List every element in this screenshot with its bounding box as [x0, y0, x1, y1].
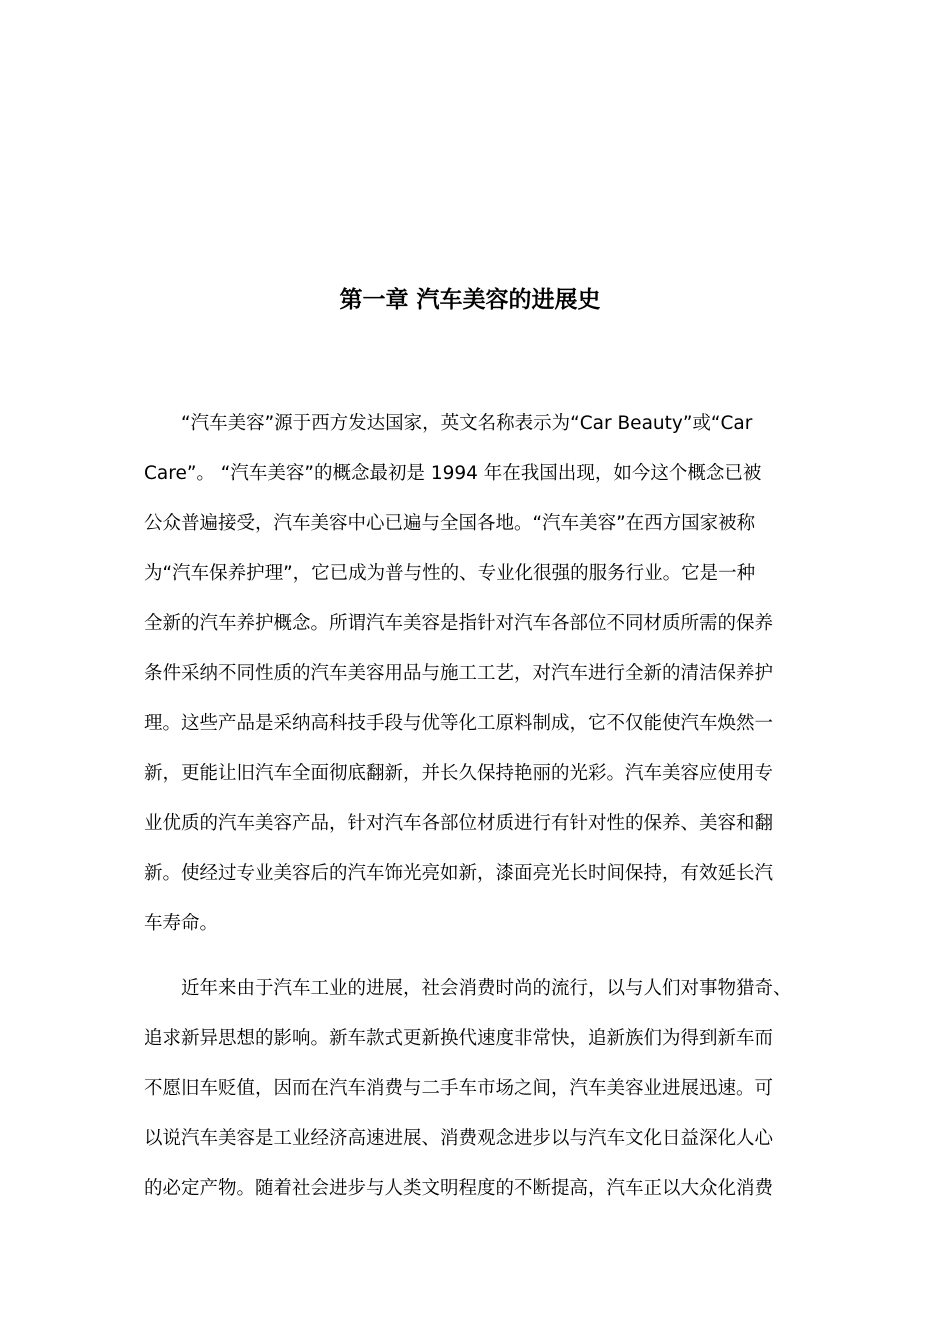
text-line: 新，更能让旧汽车全面彻底翻新，并长久保持艳丽的光彩。汽车美容应使用专 [144, 763, 774, 784]
text-line: 为“汽车保养护理”，它已成为普与性的、专业化很强的服务行业。它是一种 [144, 563, 756, 584]
text-line: “汽车美容”源于西方发达国家，英文名称表示为“Car Beauty”或“Car [181, 413, 753, 434]
body-text [144, 399, 809, 1214]
text-line: 以说汽车美容是工业经济高速进展、消费观念进步以与汽车文化日益深化人心 [144, 1128, 774, 1149]
text-line: 的必定产物。随着社会进步与人类文明程度的不断提高，汽车正以大众化消费 [144, 1178, 774, 1199]
text-line: 新。使经过专业美容后的汽车饰光亮如新，漆面亮光长时间保持，有效延长汽 [144, 863, 774, 884]
text-line: 近年来由于汽车工业的进展，社会消费时尚的流行，以与人们对事物猎奇、 [181, 978, 792, 999]
text-line: 业优质的汽车美容产品，针对汽车各部位材质进行有针对性的保养、美容和翻 [144, 813, 774, 834]
paragraph-2 [144, 964, 809, 1214]
text-line: 理。这些产品是采纳高科技手段与优等化工原料制成，它不仅能使汽车焕然一 [144, 713, 774, 734]
chapter-title: 第一章 汽车美容的进展史 [339, 287, 601, 313]
text-line: 追求新异思想的影响。新车款式更新换代速度非常快，追新族们为得到新车而 [144, 1028, 774, 1049]
text-line: 不愿旧车贬值，因而在汽车消费与二手车市场之间，汽车美容业进展迅速。可 [144, 1078, 774, 1099]
paragraph-1 [144, 399, 809, 949]
text-line: 公众普遍接受，汽车美容中心已遍与全国各地。“汽车美容”在西方国家被称 [144, 513, 756, 534]
text-line: 车寿命。 [144, 913, 219, 934]
text-line: 条件采纳不同性质的汽车美容用品与施工工艺，对汽车进行全新的清洁保养护 [144, 663, 774, 684]
text-line: Care”。 “汽车美容”的概念最初是 1994 年在我国出现，如今这个概念已被 [144, 463, 762, 484]
text-line: 全新的汽车养护概念。所谓汽车美容是指针对汽车各部位不同材质所需的保养 [144, 613, 774, 634]
